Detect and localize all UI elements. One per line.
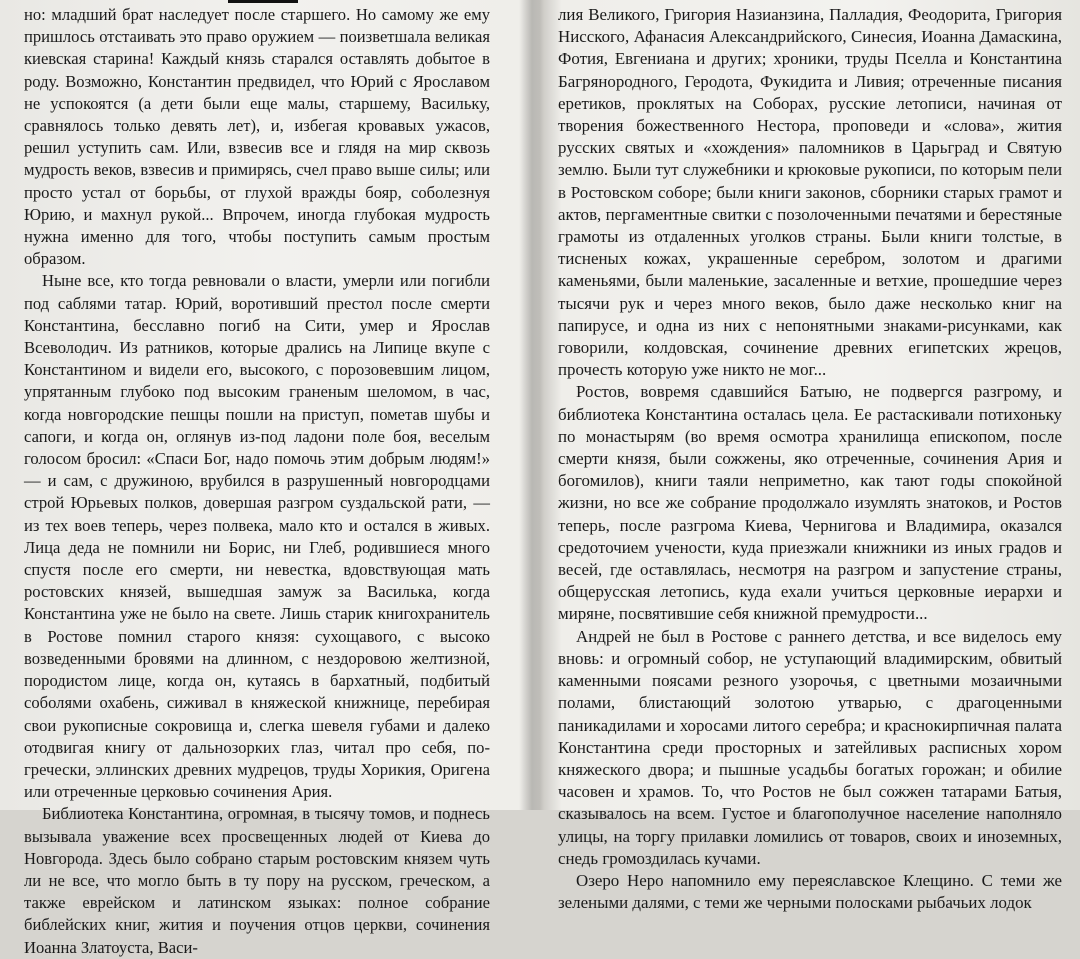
left-page	[24, 4, 490, 959]
left-paragraph-2: Ныне все, кто тогда ревновали о власти, умерли или погибли под саблями татар. Юрий, воротивший престол после смерти Константина, бесславно погиб на Сити, умер и Ярослав Всеволодич. Из ратников, которые дрались на Липице вкупе с Константином и видели его, высокого, с порозовевшим лицом, упрятанным глубоко под высоким граненым шеломом, в час, когда новгородские пешцы пошли на приступ, пометав шубы и сапоги, и когда он, оглянув из-под ладони поле боя, веселым голосом бросил: «Спаси Бог, надо помочь этим добрым людям!» — и сам, с дружиною, врубился в разрушенный новгородцами строй Юрьевых полков, довершая разгром суздальской рати, — из тех воев теперь, через полвека, мало кто и остался в живых. Лица деда не помнили ни Борис, ни Глеб, родившиеся много спустя после его смерти, ни невестка, вдовствующая мать ростовских князей, вышедшая замуж за Василька, когда Константина уже не было на свете. Лишь старик книгохранитель в Ростове помнил старого князя: сухощавого, с высоко возведенными бровями на длинном, с нездоровою желтизной, породистом лице, когда он, кутаясь в бархатный, подбитый соболями охабень, сиживал в княжеской книжнице, перебирая свои рукописные сокровища и, слегка шевеля губами и далеко отодвигая книгу от дальнозорких глаз, читал про себя, по-гречески, эллинских древних мудрецов, труды Хорикия, Оригена или отреченные церковью сочинения Ария.	[24, 271, 490, 802]
right-paragraph-2: Ростов, вовремя сдавшийся Батыю, не подвергся разгрому, и библиотека Константина осталась цела. Ее растаскивали потихоньку по монастырям (во время осмотра хранилища епископом, после смерти князя, были сожжены, яко отреченные, сочинения Ария и богомилов), книги таяли неприметно, как тают годы спокойной жизни, но все же собрание продолжало изумлять знатоков, и Ростов теперь, после разгрома Киева, Чернигова и Владимира, оказался средоточием учености, куда приезжали книжники из иных градов и весей, где оставлялась, несмотря на разгром и запустение страны, общерусская летопись, куда ехали учиться церковные иерархи и миряне, посвятившие себя книжной премудрости...	[558, 382, 1062, 624]
right-paragraph-1: лия Великого, Григория Назианзина, Палладия, Феодорита, Григория Нисского, Афанасия Александрийского, Синесия, Иоанна Дамаскина, Фотия, Евгениана и других; хроники, труды Пселла и Константина Багрянородного, Геродота, Фукидита и Ливия; отреченные писания еретиков, проклятых на Соборах, русские летописи, начиная от творения божественного Нестора, проповеди и «слова», жития русских святых и «хождения» паломников в Царьград и Святую землю. Были тут служебники и крюковые рукописи, по которым пели в Ростовском соборе; были книги законов, сборники старых грамот и актов, пергаментные свитки с позолоченными печатями и берестяные грамоты из отдаленных уголков страны. Были книги толстые, в тисненых кожах, украшенные серебром, золотом и драгими каменьями, были маленькие, засаленные и ветхие, прошедшие через тысячи рук и через много веков, было даже несколько книг на папирусе, и одна из них с непонятными знаками-рисунками, как говорили, колдовская, сочинение древних египетских жрецов, прочесть которую уже никто не мог...	[558, 5, 1062, 380]
page-top-rule	[228, 0, 298, 3]
book-gutter	[520, 0, 544, 810]
right-paragraph-4: Озеро Неро напомнило ему переяславское Клещино. С теми же зелеными далями, с теми же черными полосками рыбачьих лодок	[558, 870, 1062, 913]
left-paragraph-1: но: младший брат наследует после старшего. Но самому же ему пришлось отстаивать это право оружием — поизветшала великая киевская старина! Каждый князь старался оставлять добытое в роду. Возможно, Константин предвидел, что Юрий с Ярославом не успокоятся (а дети были еще малы, старшему, Васильку, сравнялось только девять лет), и, избегая кровавых ужасов, решил уступить сам. Или, взвесив все и глядя на мир сквозь мудрость веков, взвесив и примирясь, счел право выше силы; или просто устал от борьбы, от глухой вражды бояр, соболезнуя Юрию, и махнул рукой... Впрочем, иногда глубокая мудрость нужна именно для того, чтобы поступить самым простым образом.	[24, 5, 490, 269]
right-page	[558, 4, 1062, 914]
right-paragraph-3: Андрей не был в Ростове с раннего детства, и все виделось ему вновь: и огромный собор, не уступающий владимирским, обвитый каменными поясами резного узорочья, с цветными мозаичными полами, блистающий золотою утварью, с драгоценными паникадилами и хоросами литого серебра; и краснокирпичная палата Константина среди просторных и затейливых расписных хором княжеского двора; и пышные усадьбы богатых горожан; и обилие часовен и храмов. То, что Ростов не был сожжен татарами Батыя, сказывалось на всем. Густое и благополучное население наполняло улицы, на торгу прилавки ломились от товаров, своих и иноземных, снедь громоздилась кучами.	[558, 626, 1062, 868]
left-paragraph-3: Библиотека Константина, огромная, в тысячу томов, и поднесь вызывала уважение всех просвещенных людей от Киева до Новгорода. Здесь было собрано старым ростовским князем чуть ли не все, что могло быть в ту пору на русском, греческом, а также еврейском и латинском языках: полное собрание библейских книг, жития и поучения отцов церкви, сочинения Иоанна Златоуста, Васи-	[24, 804, 490, 957]
